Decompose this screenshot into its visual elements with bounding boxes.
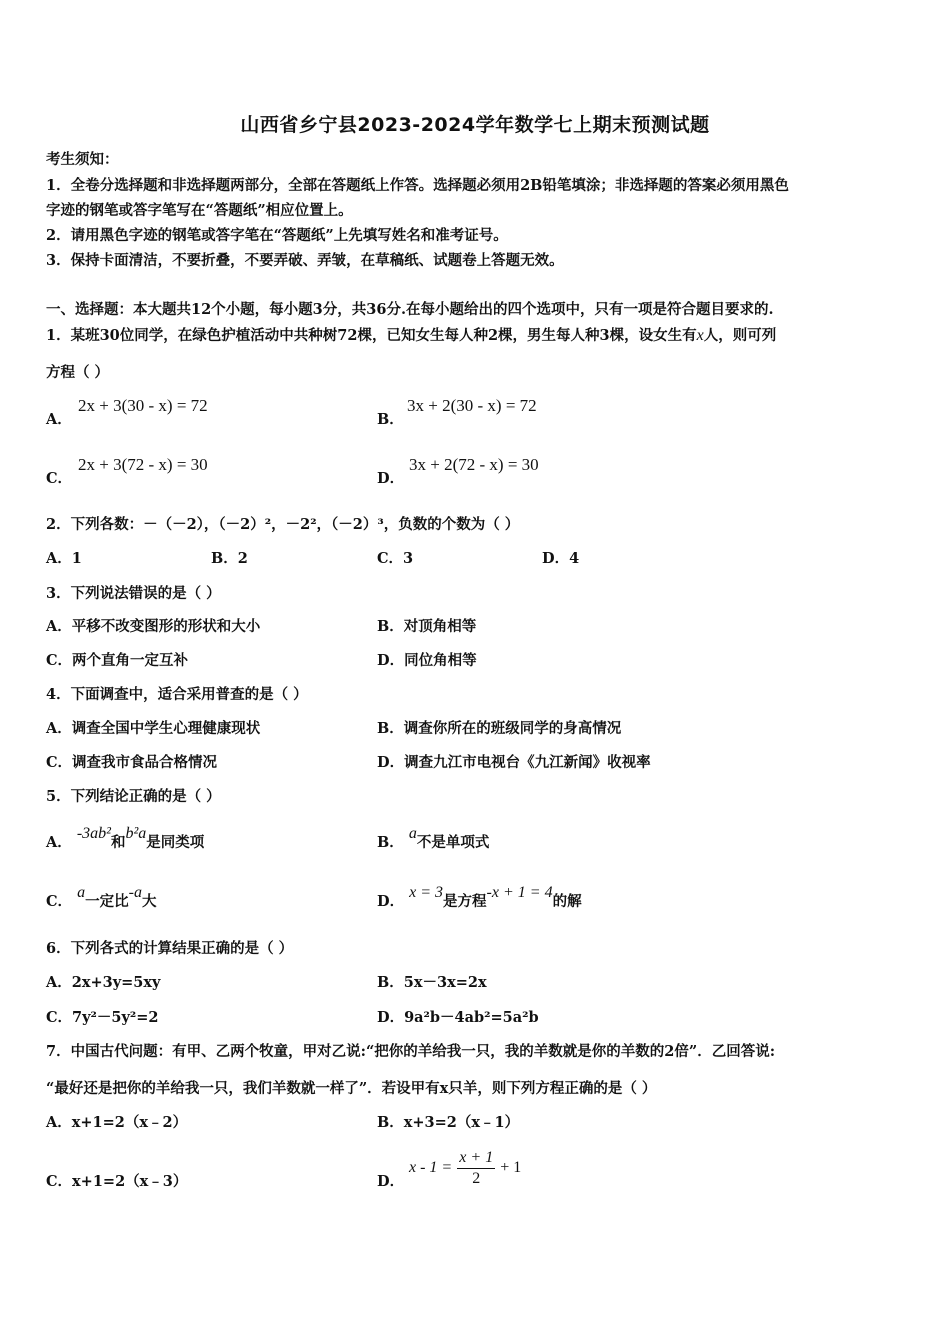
q1-option-b-label: B． [377,411,404,428]
q5-option-a-label: A． [46,834,72,851]
q5-option-d-math-1: x = 3 [409,884,444,901]
notice-line-1: 1．全卷分选择题和非选择题两部分，全部在答题纸上作答。选择题必须用2B铅笔填涂；非选择题的答案必须用黑色 [46,177,789,194]
q7-option-d-numerator: x + 1 [457,1148,495,1169]
q2-stem: 2．下列各数：－（－2），（－2）²，－2²，（－2）³，负数的个数为（ ） [46,516,520,533]
notice-line-2: 字迹的钢笔或答字笔写在“答题纸”相应位置上。 [46,202,353,219]
q2-option-b: B．2 [211,550,248,567]
q1-variable: x [696,327,704,344]
q5-option-d [377,884,582,912]
q4-stem: 4．下面调查中，适合采用普查的是（ ） [46,686,308,703]
q3-option-b: B．对顶角相等 [377,618,477,635]
page-title: 山西省乡宁县2023-2024学年数学七上期末预测试题 [240,114,710,136]
q5-option-d-label: D． [377,893,405,910]
q5-option-c-math-2: -a [128,884,142,901]
q2-option-d: D．4 [542,550,580,567]
q7-option-d-lhs: x - 1 = [409,1159,453,1176]
q5-option-a [46,825,205,853]
q5-option-b-text-1: 不是单项式 [416,834,490,851]
q5-option-c-math-1: a [77,884,86,901]
q6-stem: 6．下列各式的计算结果正确的是（ ） [46,940,294,957]
q4-option-b: B．调查你所在的班级同学的身高情况 [377,720,622,737]
q2-option-a: A．1 [46,550,82,567]
q5-option-c-text-2: 大 [141,893,157,910]
q7-option-c: C．x+1=2（x﹣3） [46,1173,188,1190]
q5-option-a-text-1: 和 [110,834,126,851]
q1-option-c-equation: 2x + 3(72 - x) = 30 [78,455,208,474]
q5-option-a-text-2: 是同类项 [146,834,205,851]
q3-option-c: C．两个直角一定互补 [46,652,189,669]
q5-option-d-text-2: 的解 [552,893,582,910]
q7-stem-line-2: “最好还是把你的羊给我一只，我们羊数就一样了”．若设甲有x只羊，则下列方程正确的是（ ） [46,1080,657,1097]
q1-option-a-label: A． [46,411,72,428]
q4-option-d: D．调查九江市电视台《九江新闻》收视率 [377,754,651,771]
q3-option-a: A．平移不改变图形的形状和大小 [46,618,261,635]
q7-option-d-denominator: 2 [472,1169,481,1187]
q3-option-d: D．同位角相等 [377,652,477,669]
q1-option-a-equation: 2x + 3(30 - x) = 72 [78,396,208,415]
q5-option-c-label: C． [46,893,73,910]
q1-option-d-equation: 3x + 2(72 - x) = 30 [409,455,539,474]
q7-option-d-rhs: + 1 [500,1159,522,1176]
notice-heading: 考生须知： [46,151,119,168]
q1-stem-text-a: 1．某班30位同学，在绿色护植活动中共种树72棵，已知女生每人种2棵，男生每人种3棵，设女生有 [46,327,697,344]
q5-option-b-label: B． [377,834,404,851]
q1-stem-cont: 方程（ ） [46,364,110,381]
q1-stem [46,326,776,346]
q3-stem: 3．下列说法错误的是（ ） [46,585,221,602]
q7-option-a: A．x+1=2（x﹣2） [46,1114,188,1131]
q6-option-c: C．7y²－5y²=2 [46,1009,159,1026]
q7-stem-line-1: 7．中国古代问题：有甲、乙两个牧童，甲对乙说:“把你的羊给我一只，我的羊数就是你的羊数的2倍”．乙回答说: [46,1043,776,1060]
q7-option-d-label: D． [377,1173,405,1190]
q6-option-a: A．2x+3y=5xy [46,974,161,991]
q1-option-b-equation: 3x + 2(30 - x) = 72 [407,396,537,415]
q1-stem-text-b: 人，则可列 [703,327,777,344]
q5-option-d-text-1: 是方程 [443,893,487,910]
notice-line-3: 2．请用黑色字迹的钢笔或答字笔在“答题纸”上先填写姓名和准考证号。 [46,227,508,244]
q6-option-b: B．5x－3x=2x [377,974,487,991]
q2-option-c: C．3 [377,550,414,567]
q4-option-c: C．调查我市食品合格情况 [46,754,218,771]
q1-option-d-label: D． [377,470,405,487]
q5-option-c-text-1: 一定比 [85,893,129,910]
q4-option-a: A．调查全国中学生心理健康现状 [46,720,261,737]
q5-option-d-math-2: -x + 1 = 4 [486,884,553,901]
q5-stem: 5．下列结论正确的是（ ） [46,788,221,805]
q5-option-a-math-2: b²a [125,825,147,842]
q7-option-d-equation [409,1147,521,1189]
q5-option-b [377,825,490,853]
q6-option-d: D．9a²b－4ab²=5a²b [377,1009,539,1026]
q5-option-a-math-1: -3ab² [76,825,111,842]
q5-option-b-math-1: a [408,825,417,842]
q1-option-c-label: C． [46,470,73,487]
section-heading: 一、选择题：本大题共12个小题，每小题3分，共36分.在每小题给出的四个选项中，只有一项是符合题目要求的. [46,301,774,318]
q7-option-b: B．x+3=2（x﹣1） [377,1114,520,1131]
notice-line-4: 3．保持卡面清洁，不要折叠，不要弄破、弄皱，在草稿纸、试题卷上答题无效。 [46,252,564,269]
q7-option-d-fraction [457,1148,495,1189]
q5-option-c [46,884,157,912]
